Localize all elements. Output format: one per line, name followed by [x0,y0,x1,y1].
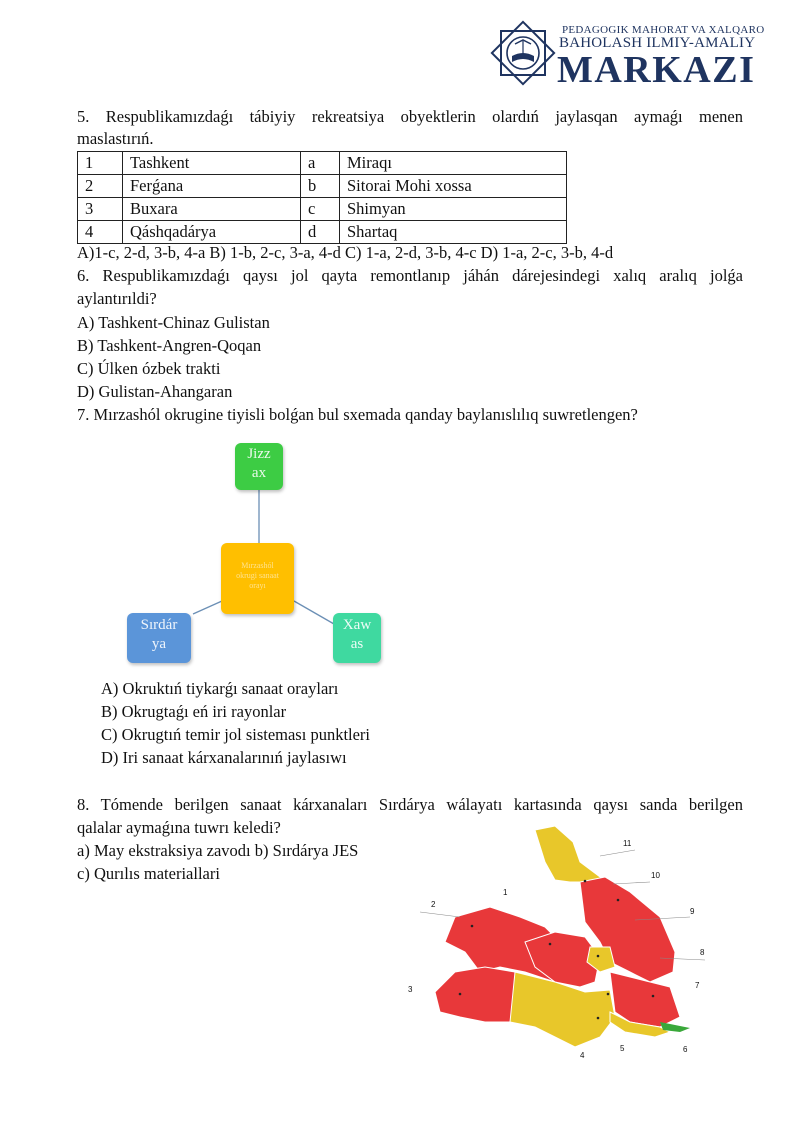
map-label-9: 9 [690,907,695,916]
map-label-2: 2 [431,900,436,909]
q7-option-d: D) Iri sanaat kárxanalarınıń jaylasıwı [101,748,347,767]
map-label-5: 5 [620,1044,625,1053]
table-row [78,152,567,175]
table-row [78,221,567,244]
node-label: Jizz [247,446,271,462]
row-letter: d [301,221,340,244]
node-label: orayı [249,581,266,590]
node-label: Mırzashól [241,561,274,570]
row-region: Tashkent [123,152,301,175]
q6-option-b: B) Tashkent-Angren-Qoqan [77,336,262,355]
map-label-11: 11 [623,839,632,848]
row-region: Qáshqadárya [123,221,301,244]
row-region: Buxara [123,198,301,221]
q7-option-a: A) Okruktıń tiykarǵı sanaat orayları [101,679,339,698]
q5-options: A)1-c, 2-d, 3-b, 4-a B) 1-b, 2-c, 3-a, 4-d C) 1-a, 2-d, 3-b, 4-c D) 1-a, 2-c, 3-b, 4-d [77,243,614,262]
row-number: 1 [78,152,123,175]
diagram-node-jizzax [235,443,283,490]
markazi-logo [488,20,558,86]
row-object: Miraqı [340,152,567,175]
node-label: Sırdár [140,617,178,633]
q8-items-line2: c) Qurılıs materiallari [77,864,220,883]
diagram-node-xawas [333,613,381,663]
q8-text-line1: 8. Tómende berilgen sanaat kárxanaları Sırdárya wálayatı kartasında qaysı sanda berilgen [77,795,743,814]
row-object: Shartaq [340,221,567,244]
q7-text: 7. Mırzashól okrugine tiyisli bolǵan bul sxemada qanday baylanıslılıq suwretlengen? [77,405,638,424]
row-object: Sitorai Mohi xossa [340,175,567,198]
table-row [78,175,567,198]
q8-text-line2: qalalar aymaǵına tuwrı keledi? [77,818,281,837]
node-label: ax [251,465,267,481]
q5-matching-table [77,151,567,244]
row-number: 4 [78,221,123,244]
q6-text-line2: aylantırıldi? [77,289,157,308]
q6-option-d: D) Gulistan-Ahangaran [77,382,233,401]
sirdarya-region-map [405,822,725,1067]
q6-text-line1: 6. Respublikamızdaǵı qaysı jol qayta remontlanıp jáhán dárejesindegi xalıq aralıq jolǵa [77,266,743,285]
q5-text-line2: maslastırıń. [77,129,154,148]
node-label: Xaw [342,617,372,633]
org-name-line2: BAHOLASH ILMIY-AMALIY [559,35,756,51]
map-label-1: 1 [503,888,508,897]
q7-option-c: C) Okrugtıń temir jol sisteması punktleri [101,725,371,744]
table-row [78,198,567,221]
map-label-10: 10 [651,871,660,880]
row-letter: b [301,175,340,198]
org-name-line1: PEDAGOGIK MAHORAT VA XALQARO [562,24,765,36]
map-label-3: 3 [408,985,413,994]
q6-option-c: C) Úlken ózbek trakti [77,359,221,378]
node-label: ya [151,636,167,652]
row-object: Shimyan [340,198,567,221]
diagram-node-sirdarya [127,613,191,663]
org-name-line3: MARKAZI [557,49,756,91]
q5-text-line1: 5. Respublikamızdaǵı tábiyiy rekreatsiya obyektlerin olardıń jaylasqan aymaǵı menen [77,107,743,126]
row-region: Ferǵana [123,175,301,198]
map-label-8: 8 [700,948,705,957]
row-number: 2 [78,175,123,198]
q7-option-b: B) Okrugtaǵı eń iri rayonlar [101,702,287,721]
row-letter: c [301,198,340,221]
row-number: 3 [78,198,123,221]
map-label-7: 7 [695,981,700,990]
q6-option-a: A) Tashkent-Chinaz Gulistan [77,313,270,332]
node-label: okrugi sanaat [236,571,279,580]
diagram-node-center [221,543,294,614]
map-label-6: 6 [683,1045,688,1054]
row-letter: a [301,152,340,175]
q8-items-line1: a) May ekstraksiya zavodı b) Sırdárya JES [77,841,359,860]
map-label-4: 4 [580,1051,585,1060]
node-label: as [350,636,364,652]
